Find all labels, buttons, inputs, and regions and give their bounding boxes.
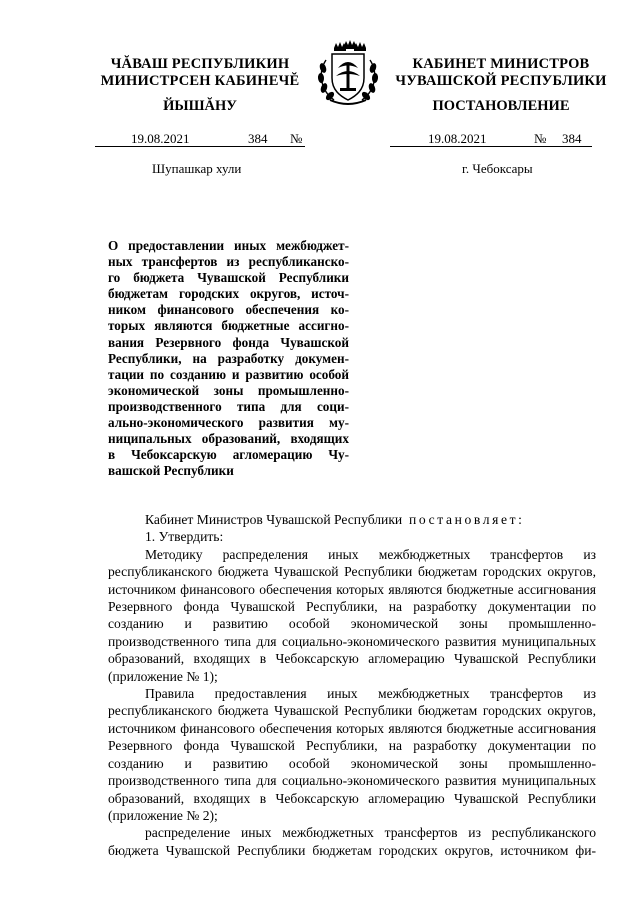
document-title xyxy=(108,238,349,479)
title-line: производственного типа для соци- xyxy=(108,398,349,414)
intro-prefix: Кабинет Министров Чувашской Республики xyxy=(145,512,403,527)
left-place: Шупашкар хули xyxy=(152,161,242,176)
left-date-line xyxy=(95,146,305,147)
title-line: О предоставлении иных межбюджет- xyxy=(108,238,349,253)
right-date: 19.08.2021 xyxy=(428,131,487,146)
right-org-line1: КАБИНЕТ МИНИСТРОВ xyxy=(412,56,590,72)
left-number-sign: № xyxy=(290,131,303,146)
title-line: вашской Республики xyxy=(108,463,234,479)
left-org-line1: ЧĂВАШ РЕСПУБЛИКИН xyxy=(110,56,290,72)
right-number: 384 xyxy=(562,131,582,146)
paragraph-methodology: Методику распределения иных межбюджетных трансфертов из республиканского бюджета Чувашской Республики бюджетам городских округов, источником финансового обеспечения которых являются бюджетные ассигнования Резервного фонда Чувашской Республики, на разработку документации по созданию и развитию особой экономической зоны промышленно-производственного типа для социально-экономического развития муниципальных образований, входящих в Чебоксарскую агломерацию Чувашской Республики (приложение № 1); xyxy=(108,546,596,684)
title-line: ником финансового обеспечения ко- xyxy=(108,302,349,318)
left-org-line2: МИНИСТРСЕН КАБИНЕЧĔ xyxy=(100,73,300,89)
left-date: 19.08.2021 xyxy=(131,131,190,146)
title-line: го бюджета Чувашской Республики xyxy=(108,270,349,286)
title-line: в Чебоксарскую агломерацию Чу- xyxy=(108,447,349,463)
title-line: тации по созданию и развитию особой xyxy=(108,366,349,382)
title-line: Республики, на разработку докумен- xyxy=(108,350,349,366)
intro-decree-word: постановляет: xyxy=(409,512,525,527)
right-number-sign: № xyxy=(534,131,547,146)
paragraph-rules: Правила предоставления иных межбюджетных трансфертов из республиканского бюджета Чувашской Республики бюджетам городских округов, источником финансового обеспечения которых являются бюджетные ассигнования Резервного фонда Чувашской Республики, на разработку документации по созданию и развитию особой экономической зоны промышленно-производственного типа для социально-экономического развития муниципальных образований, входящих в Чебоксарскую агломерацию Чувашской Республики (приложение № 2); xyxy=(108,686,596,823)
left-doc-type: ЙЫШĂНУ xyxy=(163,98,237,114)
title-line: экономической зоны промышленно- xyxy=(108,382,349,398)
title-line: вания Резервного фонда Чувашской xyxy=(108,334,349,350)
title-line: ниципальных образований, входящих xyxy=(108,431,349,447)
title-line: ально-экономического развития му- xyxy=(108,415,349,431)
title-line: ных трансфертов из республиканско- xyxy=(108,254,349,270)
title-line: бюджетам городских округов, источ- xyxy=(108,286,349,302)
document-body xyxy=(108,511,596,859)
right-org-name xyxy=(390,56,612,90)
right-doc-type: ПОСТАНОВЛЕНИЕ xyxy=(432,98,570,114)
left-number: 384 xyxy=(248,131,268,146)
paragraph-distribution: распределение иных межбюджетных трансфертов из республиканского бюджета Чувашской Республики бюджетам городских округов, источником фи- xyxy=(108,825,596,858)
right-place: г. Чебоксары xyxy=(462,161,533,176)
item-1: 1. Утвердить: xyxy=(145,529,224,545)
right-org-line2: ЧУВАШСКОЙ РЕСПУБЛИКИ xyxy=(395,73,607,89)
intro-paragraph xyxy=(108,511,596,528)
coat-of-arms xyxy=(312,38,384,108)
left-org-name xyxy=(95,56,305,90)
title-line: торых являются бюджетные ассигно- xyxy=(108,318,349,334)
coat-of-arms-icon xyxy=(312,38,384,108)
